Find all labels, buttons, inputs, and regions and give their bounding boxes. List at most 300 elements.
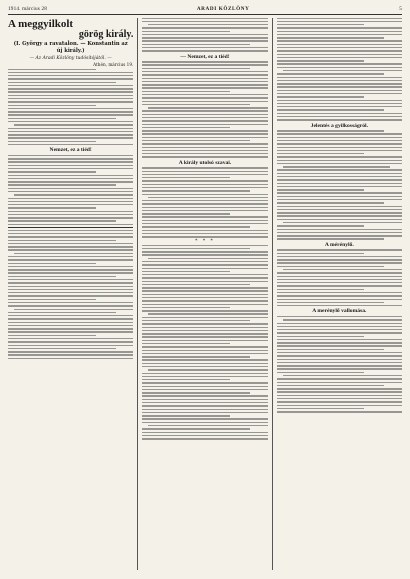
- text-line: [277, 229, 402, 230]
- text-line: [142, 346, 267, 347]
- text-line: [142, 18, 267, 19]
- text-line: [142, 21, 267, 22]
- text-line: [142, 207, 267, 208]
- text-block: [142, 245, 267, 440]
- text-line: [8, 240, 116, 241]
- text-line: [277, 196, 402, 197]
- page-header: [8, 6, 402, 15]
- text-line: [277, 153, 365, 154]
- text-line: [142, 373, 267, 374]
- text-line: [8, 358, 133, 359]
- text-line: [277, 388, 402, 389]
- text-line: [277, 189, 365, 190]
- text-line: [142, 114, 267, 115]
- text-line: [277, 215, 402, 216]
- text-line: [8, 299, 96, 300]
- subtitle-line-2: új király.): [56, 47, 85, 54]
- text-line: [142, 216, 267, 217]
- text-line: [142, 190, 250, 191]
- text-line: [8, 249, 133, 250]
- text-line: [142, 412, 267, 413]
- text-line: [142, 153, 267, 154]
- text-line: [8, 276, 116, 277]
- text-line: [142, 27, 267, 28]
- column-3: [272, 18, 402, 570]
- text-line: [142, 167, 267, 168]
- text-line: [277, 305, 402, 306]
- text-line: [277, 18, 402, 19]
- text-line: [142, 327, 267, 328]
- text-line: [277, 192, 402, 193]
- text-line: [277, 256, 402, 257]
- text-line: [142, 290, 267, 291]
- text-line: [277, 249, 402, 250]
- text-line: [142, 143, 267, 144]
- text-line: [142, 428, 250, 429]
- text-line: [142, 438, 267, 439]
- text-line: [142, 97, 267, 98]
- text-line: [277, 289, 365, 290]
- text-line: [8, 175, 133, 176]
- text-block: [8, 69, 133, 146]
- text-line: [277, 378, 402, 379]
- text-line: [142, 340, 267, 341]
- text-line: [142, 376, 267, 377]
- text-line: [8, 78, 133, 79]
- text-line: [142, 386, 267, 387]
- text-line: [277, 405, 402, 406]
- text-line: [277, 382, 402, 383]
- text-line: [277, 372, 365, 373]
- text-line: [277, 408, 365, 409]
- text-line: [142, 133, 267, 134]
- text-line: [142, 87, 267, 88]
- text-line: [283, 319, 402, 320]
- text-line: [277, 385, 385, 386]
- text-line: [142, 251, 267, 252]
- text-line: [142, 359, 267, 360]
- text-line: [277, 336, 365, 337]
- text-line: [283, 222, 402, 223]
- text-line: [277, 44, 402, 45]
- text-line: [8, 217, 133, 218]
- text-line: [8, 269, 133, 270]
- text-line: [277, 156, 402, 157]
- text-line: [277, 365, 402, 366]
- text-line: [8, 331, 133, 332]
- text-line: [142, 294, 267, 295]
- column-divider-rule: [8, 227, 133, 228]
- text-line: [142, 395, 267, 396]
- text-line: [14, 253, 133, 254]
- text-line: [142, 366, 267, 367]
- text-line: [8, 98, 133, 99]
- text-line: [142, 415, 230, 416]
- text-line: [8, 108, 133, 109]
- text-line: [8, 230, 133, 231]
- text-line: [142, 61, 267, 62]
- text-line: [277, 323, 402, 324]
- text-line: [8, 88, 133, 89]
- text-line: [8, 111, 133, 112]
- text-line: [142, 31, 230, 32]
- text-line: [277, 186, 402, 187]
- text-line: [142, 287, 267, 288]
- text-line: [8, 272, 133, 273]
- text-line: [277, 212, 402, 213]
- text-line: [142, 101, 267, 102]
- text-line: [142, 184, 267, 185]
- text-line: [142, 71, 267, 72]
- text-line: [277, 37, 385, 38]
- text-line: [8, 155, 133, 156]
- text-line: [8, 188, 133, 189]
- text-line: [277, 130, 385, 131]
- text-line: [142, 350, 267, 351]
- text-line: [8, 315, 133, 316]
- text-line: [277, 206, 402, 207]
- text-line: [142, 307, 230, 308]
- text-line: [142, 220, 267, 221]
- newspaper-title: ARADI KÖZLÖNY: [196, 6, 250, 12]
- text-line: [142, 64, 267, 65]
- text-line: [277, 90, 402, 91]
- text-line: [277, 109, 385, 110]
- text-line: [277, 368, 402, 369]
- text-line: [8, 328, 133, 329]
- text-block: [277, 249, 402, 306]
- text-line: [142, 130, 267, 131]
- text-line: [148, 313, 267, 314]
- text-line: [142, 117, 267, 118]
- text-line: [277, 24, 365, 25]
- text-line: [277, 103, 402, 104]
- text-line: [142, 389, 267, 390]
- text-line: [142, 230, 267, 231]
- text-line: [8, 134, 133, 135]
- text-line: [142, 203, 267, 204]
- text-line: [8, 168, 133, 169]
- text-line: [8, 105, 96, 106]
- text-line: [277, 259, 402, 260]
- text-line: [142, 304, 267, 305]
- text-line: [142, 177, 230, 178]
- text-line: [277, 93, 402, 94]
- text-line: [8, 348, 116, 349]
- text-line: [142, 44, 250, 45]
- headline-subtitle: [8, 41, 133, 54]
- text-line: [142, 210, 267, 211]
- text-line: [142, 281, 267, 282]
- text-line: [142, 402, 267, 403]
- text-block: [8, 230, 133, 359]
- text-line: [142, 271, 230, 272]
- text-line: [142, 104, 250, 105]
- page-number: 5: [399, 6, 402, 12]
- text-line: [277, 219, 402, 220]
- text-line: [142, 297, 267, 298]
- text-line: [142, 382, 267, 383]
- column-1: [8, 18, 133, 570]
- text-line: [277, 316, 402, 317]
- text-line: [277, 232, 402, 233]
- text-line: [277, 285, 402, 286]
- text-line: [8, 95, 133, 96]
- text-line: [277, 63, 402, 64]
- text-line: [277, 67, 402, 68]
- text-block: [142, 61, 267, 158]
- text-block: [277, 18, 402, 121]
- text-line: [283, 70, 402, 71]
- subtitle-line-1: (I. György a ravatalon. — Konstantin az: [13, 41, 128, 47]
- columns: [8, 18, 402, 570]
- text-line: [8, 85, 133, 86]
- text-line: [8, 246, 133, 247]
- text-line: [8, 82, 116, 83]
- text-line: [8, 131, 133, 132]
- text-line: [277, 362, 402, 363]
- text-line: [277, 266, 385, 267]
- text-line: [8, 224, 133, 225]
- section-heading-jelentes: Jelentés a gyilkosságról.: [310, 122, 368, 129]
- text-line: [8, 198, 133, 199]
- text-line: [8, 302, 133, 303]
- text-line: [8, 121, 133, 122]
- text-line: [8, 69, 96, 70]
- text-line: [142, 254, 267, 255]
- text-line: [8, 292, 133, 293]
- text-line: [142, 74, 267, 75]
- text-line: [277, 272, 402, 273]
- text-line: [8, 214, 133, 215]
- text-line: [277, 113, 402, 114]
- text-line: [277, 106, 402, 107]
- section-heading-nemzet: Nemzet, ez a tiéd!: [49, 147, 92, 154]
- text-line: [277, 345, 402, 346]
- text-line: [277, 31, 402, 32]
- text-line: [8, 351, 133, 352]
- text-line: [277, 329, 402, 330]
- text-line: [142, 343, 230, 344]
- text-line: [142, 34, 267, 35]
- text-line: [8, 165, 133, 166]
- text-line: [142, 124, 267, 125]
- text-line: [277, 86, 402, 87]
- text-line: [8, 312, 116, 313]
- text-line: [142, 37, 267, 38]
- text-line: [277, 349, 385, 350]
- text-line: [142, 187, 267, 188]
- text-line: [142, 81, 267, 82]
- text-line: [277, 302, 385, 303]
- text-line: [8, 207, 96, 208]
- text-line: [14, 124, 133, 125]
- text-line: [277, 100, 402, 101]
- text-line: [142, 392, 250, 393]
- text-line: [8, 266, 133, 267]
- text-block: [8, 155, 133, 225]
- text-line: [277, 150, 402, 151]
- text-line: [8, 211, 133, 212]
- text-line: [277, 209, 402, 210]
- text-line: [142, 84, 267, 85]
- text-line: [277, 225, 365, 226]
- text-line: [283, 166, 391, 167]
- text-line: [8, 141, 96, 142]
- text-line: [142, 317, 267, 318]
- headline-line-2: görög király.: [78, 28, 134, 40]
- text-line: [277, 292, 402, 293]
- text-line: [142, 213, 230, 214]
- text-line: [142, 91, 230, 92]
- text-line: [277, 47, 402, 48]
- text-line: [142, 422, 267, 423]
- text-line: [142, 409, 267, 410]
- text-line: [8, 279, 133, 280]
- text-line: [277, 282, 402, 283]
- text-line: [277, 140, 402, 141]
- text-line: [277, 199, 402, 200]
- text-line: [142, 137, 267, 138]
- text-line: [277, 299, 402, 300]
- text-line: [8, 243, 133, 244]
- text-line: [277, 143, 402, 144]
- text-line: [277, 359, 402, 360]
- text-line: [142, 94, 267, 95]
- text-line: [8, 204, 133, 205]
- text-line: [148, 425, 267, 426]
- text-block: [142, 18, 267, 52]
- text-line: [277, 83, 402, 84]
- text-line: [277, 342, 402, 343]
- article-dateline: Athén, március 19.: [93, 61, 134, 67]
- text-line: [8, 295, 133, 296]
- text-line: [142, 47, 267, 48]
- text-line: [8, 322, 133, 323]
- text-line: [142, 435, 267, 436]
- text-line: [8, 345, 133, 346]
- text-line: [8, 325, 133, 326]
- text-line: [277, 96, 365, 97]
- text-line: [8, 263, 96, 264]
- text-line: [142, 174, 267, 175]
- text-line: [8, 236, 133, 237]
- text-line: [8, 178, 133, 179]
- text-line: [142, 171, 267, 172]
- text-line: [142, 310, 267, 311]
- text-line: [142, 40, 267, 41]
- text-line: [142, 233, 267, 234]
- text-line: [277, 411, 402, 412]
- section-heading-vallomasa: A merénylő vallomása.: [312, 308, 367, 315]
- text-line: [277, 80, 402, 81]
- text-line: [142, 200, 267, 201]
- text-block: [142, 167, 267, 237]
- text-line: [148, 24, 267, 25]
- text-line: [142, 353, 267, 354]
- text-line: [142, 68, 250, 69]
- text-line: [8, 335, 96, 336]
- text-line: [142, 50, 267, 51]
- text-line: [8, 181, 133, 182]
- text-line: [277, 73, 385, 74]
- text-line: [8, 118, 116, 119]
- text-line: [142, 261, 267, 262]
- text-line: [142, 333, 267, 334]
- text-line: [142, 405, 267, 406]
- text-line: [142, 356, 250, 357]
- text-line: [277, 60, 365, 61]
- text-line: [142, 363, 267, 364]
- text-line: [142, 330, 267, 331]
- text-line: [142, 268, 267, 269]
- text-line: [277, 395, 402, 396]
- text-line: [277, 116, 402, 117]
- text-line: [142, 300, 267, 301]
- text-line: [8, 338, 133, 339]
- text-line: [8, 144, 133, 145]
- text-block: [277, 130, 402, 240]
- text-line: [8, 101, 133, 102]
- text-line: [277, 21, 402, 22]
- text-line: [8, 354, 133, 355]
- text-line: [142, 336, 267, 337]
- text-line: [277, 401, 402, 402]
- section-heading-merenylo: A mérénylő.: [324, 241, 354, 248]
- text-line: [142, 194, 267, 195]
- text-line: [142, 78, 267, 79]
- text-line: [142, 323, 267, 324]
- text-line: [142, 418, 267, 419]
- text-line: [142, 432, 267, 433]
- text-line: [277, 163, 402, 164]
- text-line: [8, 184, 116, 185]
- text-line: [8, 201, 133, 202]
- section-heading-kiraly: A király utolsó szavai.: [178, 159, 232, 166]
- text-line: [283, 375, 402, 376]
- text-line: [277, 160, 402, 161]
- text-line: [142, 110, 267, 111]
- text-line: [142, 156, 267, 157]
- text-line: [8, 72, 133, 73]
- text-line: [277, 295, 402, 296]
- text-line: [8, 289, 133, 290]
- text-line: [277, 40, 402, 41]
- text-line: [142, 180, 267, 181]
- text-line: [277, 355, 402, 356]
- text-line: [277, 253, 365, 254]
- text-line: [277, 147, 402, 148]
- text-line: [277, 332, 402, 333]
- text-line: [8, 171, 96, 172]
- text-line: [8, 318, 133, 319]
- text-line: [148, 107, 267, 108]
- text-line: [277, 119, 402, 120]
- text-line: [142, 150, 267, 151]
- text-line: [142, 223, 267, 224]
- text-line: [8, 161, 133, 162]
- text-line: [277, 183, 402, 184]
- text-line: [277, 27, 402, 28]
- text-line: [8, 305, 133, 306]
- text-line: [277, 235, 402, 236]
- text-line: [142, 140, 250, 141]
- text-line: [8, 91, 133, 92]
- text-line: [277, 398, 402, 399]
- text-line: [8, 256, 133, 257]
- text-line: [142, 264, 267, 265]
- text-line: [142, 399, 267, 400]
